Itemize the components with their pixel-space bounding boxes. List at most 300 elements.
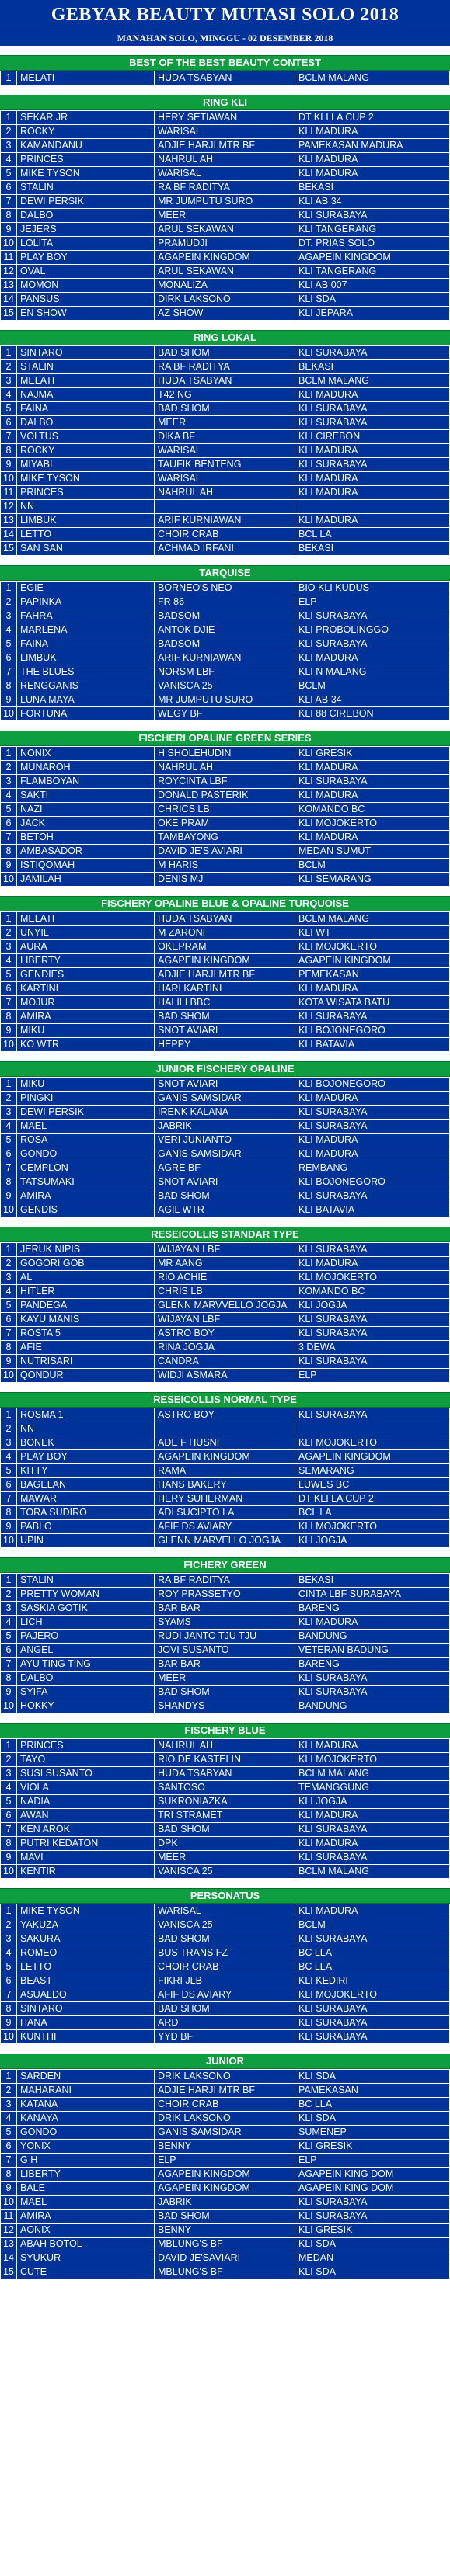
owner-cell: HALILI BBC: [155, 996, 295, 1010]
rank-cell: 7: [1, 1823, 17, 1837]
team-cell: KLI MADURA: [295, 1837, 450, 1851]
owner-cell: HERY SETIAWAN: [155, 111, 295, 125]
owner-cell: HUDA TSABYAN: [155, 912, 295, 926]
owner-cell: ELP: [155, 2154, 295, 2168]
table-row: [1, 1739, 450, 1753]
results-table: [0, 581, 450, 721]
category-heading: PERSONATUS: [0, 1888, 450, 1904]
rank-cell: 3: [1, 139, 17, 153]
team-cell: MEDAN: [295, 2251, 450, 2265]
table-row: [1, 1147, 450, 1161]
bird-name-cell: BETOH: [17, 831, 155, 845]
category-section: [0, 2044, 450, 2279]
bird-name-cell: LETTO: [17, 1960, 155, 1974]
rank-cell: 3: [1, 1767, 17, 1781]
bird-name-cell: HANA: [17, 2016, 155, 2030]
table-row: [1, 926, 450, 940]
team-cell: AGAPEIN KINGDOM: [295, 954, 450, 968]
team-cell: BCLM MALANG: [295, 1865, 450, 1879]
team-cell: KLI SURABAYA: [295, 1408, 450, 1422]
table-row: [1, 1534, 450, 1548]
team-cell: KOMANDO BC: [295, 803, 450, 817]
owner-cell: FR 86: [155, 595, 295, 609]
table-row: [1, 1809, 450, 1823]
table-row: [1, 402, 450, 416]
team-cell: KLI SURABAYA: [295, 2002, 450, 2016]
owner-cell: CHOIR CRAB: [155, 1960, 295, 1974]
team-cell: KLI GRESIK: [295, 747, 450, 761]
category-heading: RING KLI: [0, 95, 450, 110]
table-row: [1, 1038, 450, 1052]
rank-cell: 3: [1, 374, 17, 388]
bird-name-cell: PUTRI KEDATON: [17, 1837, 155, 1851]
team-cell: KLI MOJOKERTO: [295, 1436, 450, 1450]
bird-name-cell: LIBERTY: [17, 954, 155, 968]
rank-cell: 4: [1, 1285, 17, 1299]
table-row: [1, 1078, 450, 1092]
rank-cell: 5: [1, 167, 17, 181]
bird-name-cell: AYU TING TING: [17, 1658, 155, 1672]
table-row: [1, 1644, 450, 1658]
owner-cell: MR AANG: [155, 1257, 295, 1271]
bird-name-cell: LIMBUK: [17, 514, 155, 528]
owner-cell: YYD BF: [155, 2030, 295, 2044]
team-cell: KLI TANGERANG: [295, 223, 450, 237]
event-date-location: MANAHAN SOLO, MINGGU - 02 DESEMBER 2018: [0, 30, 450, 46]
rank-cell: 6: [1, 181, 17, 195]
table-row: [1, 1520, 450, 1534]
team-cell: KLI MOJOKERTO: [295, 1271, 450, 1285]
rank-cell: 5: [1, 2126, 17, 2140]
category-heading: JUNIOR: [0, 2054, 450, 2069]
bird-name-cell: SAN SAN: [17, 542, 155, 556]
bird-name-cell: GOGORI GOB: [17, 1257, 155, 1271]
table-row: [1, 1686, 450, 1699]
owner-cell: ARUL SEKAWAN: [155, 223, 295, 237]
team-cell: BCLM: [295, 859, 450, 873]
team-cell: BC LLA: [295, 2098, 450, 2112]
bird-name-cell: JACK: [17, 817, 155, 831]
table-row: [1, 1450, 450, 1464]
team-cell: KLI MADURA: [295, 982, 450, 996]
owner-cell: BENNY: [155, 2224, 295, 2238]
section-spacer: [0, 85, 450, 95]
team-cell: KLI KEDIRI: [295, 1974, 450, 1988]
bird-name-cell: BALE: [17, 2182, 155, 2196]
results-sections: [0, 46, 450, 2279]
table-row: [1, 1175, 450, 1189]
team-cell: KLI MADURA: [295, 167, 450, 181]
owner-cell: WARISAL: [155, 1904, 295, 1918]
owner-cell: ADJIE HARJI MTR BF: [155, 968, 295, 982]
rank-cell: 2: [1, 1588, 17, 1602]
team-cell: KLI SURABAYA: [295, 1686, 450, 1699]
table-row: [1, 2070, 450, 2084]
table-row: [1, 2126, 450, 2140]
bird-name-cell: MARLENA: [17, 623, 155, 637]
rank-cell: 8: [1, 1010, 17, 1024]
table-row: [1, 1767, 450, 1781]
rank-cell: 9: [1, 223, 17, 237]
rank-cell: 13: [1, 514, 17, 528]
bird-name-cell: SYIFA: [17, 1686, 155, 1699]
rank-cell: 15: [1, 307, 17, 321]
bird-name-cell: SARDEN: [17, 2070, 155, 2084]
owner-cell: RA BF RADITYA: [155, 360, 295, 374]
table-row: [1, 582, 450, 595]
section-spacer: [0, 2044, 450, 2054]
table-row: [1, 1865, 450, 1879]
rank-cell: 1: [1, 1739, 17, 1753]
owner-cell: BAD SHOM: [155, 1010, 295, 1024]
bird-name-cell: HOKKY: [17, 1699, 155, 1713]
owner-cell: VANISCA 25: [155, 679, 295, 693]
owner-cell: T42 NG: [155, 388, 295, 402]
rank-cell: 10: [1, 472, 17, 486]
bird-name-cell: GONDO: [17, 1147, 155, 1161]
rank-cell: 3: [1, 1436, 17, 1450]
bird-name-cell: AMBASADOR: [17, 845, 155, 859]
team-cell: ELP: [295, 1369, 450, 1383]
table-row: [1, 1602, 450, 1616]
table-row: [1, 2084, 450, 2098]
rank-cell: 1: [1, 912, 17, 926]
table-row: [1, 1271, 450, 1285]
owner-cell: ARIF KURNIAWAN: [155, 514, 295, 528]
team-cell: BCLM: [295, 1918, 450, 1932]
owner-cell: SUKRONIAZKA: [155, 1795, 295, 1809]
results-table: [0, 345, 450, 556]
owner-cell: ADJIE HARJI MTR BF: [155, 2084, 295, 2098]
owner-cell: RINA JOGJA: [155, 1341, 295, 1355]
team-cell: CINTA LBF SURABAYA: [295, 1588, 450, 1602]
owner-cell: DRIK LAKSONO: [155, 2070, 295, 2084]
team-cell: KLI SURABAYA: [295, 1120, 450, 1134]
table-row: [1, 388, 450, 402]
team-cell: KLI SURABAYA: [295, 2210, 450, 2224]
bird-name-cell: STALIN: [17, 360, 155, 374]
owner-cell: BAR BAR: [155, 1658, 295, 1672]
owner-cell: ROY PRASSETYO: [155, 1588, 295, 1602]
table-row: [1, 873, 450, 887]
rank-cell: 3: [1, 775, 17, 789]
bird-name-cell: TORA SUDIRO: [17, 1506, 155, 1520]
bird-name-cell: KATANA: [17, 2098, 155, 2112]
table-row: [1, 982, 450, 996]
section-spacer: [0, 1217, 450, 1227]
rank-cell: 6: [1, 1478, 17, 1492]
rank-cell: 9: [1, 2016, 17, 2030]
table-row: [1, 374, 450, 388]
owner-cell: NAHRUL AH: [155, 761, 295, 775]
team-cell: BC LLA: [295, 1946, 450, 1960]
team-cell: BIO KLI KUDUS: [295, 582, 450, 595]
table-row: [1, 1699, 450, 1713]
rank-cell: 3: [1, 609, 17, 623]
rank-cell: 10: [1, 237, 17, 251]
owner-cell: WARISAL: [155, 472, 295, 486]
team-cell: KLI MOJOKERTO: [295, 940, 450, 954]
team-cell: AGAPEIN KINGDOM: [295, 1450, 450, 1464]
category-section: [0, 721, 450, 887]
section-spacer: [0, 46, 450, 55]
category-section: [0, 321, 450, 556]
table-row: [1, 1795, 450, 1809]
table-row: [1, 444, 450, 458]
owner-cell: NORSM LBF: [155, 665, 295, 679]
rank-cell: 5: [1, 1795, 17, 1809]
team-cell: KLI SURABAYA: [295, 1851, 450, 1865]
table-row: [1, 1837, 450, 1851]
table-row: [1, 195, 450, 209]
rank-cell: 5: [1, 637, 17, 651]
table-row: [1, 1092, 450, 1106]
team-cell: KLI SURABAYA: [295, 1313, 450, 1327]
team-cell: KLI GRESIK: [295, 2140, 450, 2154]
rank-cell: 3: [1, 1106, 17, 1120]
bird-name-cell: ASUALDO: [17, 1988, 155, 2002]
owner-cell: AGIL WTR: [155, 1203, 295, 1217]
rank-cell: 8: [1, 1672, 17, 1686]
rank-cell: 1: [1, 111, 17, 125]
bird-name-cell: KITTY: [17, 1464, 155, 1478]
team-cell: KLI SDA: [295, 2112, 450, 2126]
team-cell: KLI SURABAYA: [295, 209, 450, 223]
bird-name-cell: NAJMA: [17, 388, 155, 402]
team-cell: KLI SURABAYA: [295, 1106, 450, 1120]
owner-cell: ANTOK DJIE: [155, 623, 295, 637]
table-row: [1, 1574, 450, 1588]
team-cell: KLI JOGJA: [295, 1534, 450, 1548]
owner-cell: JABRIK: [155, 2196, 295, 2210]
bird-name-cell: MIKE TYSON: [17, 472, 155, 486]
owner-cell: ARUL SEKAWAN: [155, 265, 295, 279]
rank-cell: 1: [1, 582, 17, 595]
owner-cell: FIKRI JLB: [155, 1974, 295, 1988]
owner-cell: HUDA TSABYAN: [155, 71, 295, 85]
bird-name-cell: ROSTA 5: [17, 1327, 155, 1341]
team-cell: KLI MADURA: [295, 1809, 450, 1823]
team-cell: BCLM MALANG: [295, 1767, 450, 1781]
results-table: [0, 1242, 450, 1383]
owner-cell: RUDI JANTO TJU TJU: [155, 1630, 295, 1644]
bird-name-cell: LOLITA: [17, 237, 155, 251]
owner-cell: DAVID JE'SAVIARI: [155, 2251, 295, 2265]
section-spacer: [0, 321, 450, 330]
team-cell: KLI PROBOLINGGO: [295, 623, 450, 637]
table-row: [1, 360, 450, 374]
rank-cell: 7: [1, 665, 17, 679]
bird-name-cell: FORTUNA: [17, 707, 155, 721]
rank-cell: 5: [1, 803, 17, 817]
bird-name-cell: QONDUR: [17, 1369, 155, 1383]
owner-cell: DAVID JE'S AVIARI: [155, 845, 295, 859]
rank-cell: 1: [1, 1408, 17, 1422]
table-row: [1, 458, 450, 472]
rank-cell: 10: [1, 707, 17, 721]
bird-name-cell: YONIX: [17, 2140, 155, 2154]
table-row: [1, 279, 450, 293]
bird-name-cell: BEAST: [17, 1974, 155, 1988]
team-cell: KLI JOGJA: [295, 1299, 450, 1313]
table-row: [1, 2140, 450, 2154]
rank-cell: 6: [1, 651, 17, 665]
rank-cell: 2: [1, 595, 17, 609]
rank-cell: 10: [1, 1534, 17, 1548]
rank-cell: 9: [1, 1189, 17, 1203]
team-cell: KLI MADURA: [295, 1739, 450, 1753]
owner-cell: JOVI SUSANTO: [155, 1644, 295, 1658]
table-row: [1, 500, 450, 514]
owner-cell: M HARIS: [155, 859, 295, 873]
category-heading: BEST OF THE BEST BEAUTY CONTEST: [0, 55, 450, 71]
bird-name-cell: VOLTUS: [17, 430, 155, 444]
rank-cell: 2: [1, 125, 17, 139]
table-row: [1, 693, 450, 707]
bird-name-cell: FLAMBOYAN: [17, 775, 155, 789]
table-row: [1, 1189, 450, 1203]
bird-name-cell: MAHARANI: [17, 2084, 155, 2098]
results-table: [0, 746, 450, 887]
bird-name-cell: HITLER: [17, 1285, 155, 1299]
table-row: [1, 1932, 450, 1946]
rank-cell: 6: [1, 982, 17, 996]
table-row: [1, 817, 450, 831]
category-section: [0, 46, 450, 85]
owner-cell: ASTRO BOY: [155, 1408, 295, 1422]
team-cell: KLI SURABAYA: [295, 1243, 450, 1257]
bird-name-cell: FAHRA: [17, 609, 155, 623]
table-row: [1, 346, 450, 360]
owner-cell: WIJAYAN LBF: [155, 1313, 295, 1327]
owner-cell: DPK: [155, 1837, 295, 1851]
rank-cell: 2: [1, 360, 17, 374]
rank-cell: 7: [1, 831, 17, 845]
table-row: [1, 251, 450, 265]
team-cell: KLI WT: [295, 926, 450, 940]
bird-name-cell: MIYABI: [17, 458, 155, 472]
owner-cell: AFIF DS AVIARY: [155, 1520, 295, 1534]
table-row: [1, 2224, 450, 2238]
owner-cell: AGAPEIN KINGDOM: [155, 2182, 295, 2196]
owner-cell: OKEPRAM: [155, 940, 295, 954]
rank-cell: 10: [1, 2196, 17, 2210]
owner-cell: DIRK LAKSONO: [155, 293, 295, 307]
rank-cell: 14: [1, 528, 17, 542]
owner-cell: CANDRA: [155, 1355, 295, 1369]
bird-name-cell: PLAY BOY: [17, 251, 155, 265]
rank-cell: 4: [1, 153, 17, 167]
rank-cell: 1: [1, 1904, 17, 1918]
table-row: [1, 2002, 450, 2016]
section-spacer: [0, 1383, 450, 1392]
rank-cell: 6: [1, 817, 17, 831]
section-spacer: [0, 1548, 450, 1557]
rank-cell: 5: [1, 1464, 17, 1478]
section-spacer: [0, 1713, 450, 1723]
owner-cell: RA BF RADITYA: [155, 1574, 295, 1588]
owner-cell: WARISAL: [155, 444, 295, 458]
rank-cell: 4: [1, 1616, 17, 1630]
team-cell: KLI GRESIK: [295, 2224, 450, 2238]
team-cell: KLI SURABAYA: [295, 1355, 450, 1369]
table-row: [1, 2016, 450, 2030]
table-row: [1, 1974, 450, 1988]
bird-name-cell: PINGKI: [17, 1092, 155, 1106]
rank-cell: 10: [1, 1699, 17, 1713]
rank-cell: 1: [1, 71, 17, 85]
table-row: [1, 167, 450, 181]
rank-cell: 9: [1, 1686, 17, 1699]
results-table: [0, 110, 450, 321]
bird-name-cell: ROSA: [17, 1134, 155, 1147]
owner-cell: ROYCINTA LBF: [155, 775, 295, 789]
owner-cell: HUDA TSABYAN: [155, 374, 295, 388]
bird-name-cell: AL: [17, 1271, 155, 1285]
team-cell: SUMENEP: [295, 2126, 450, 2140]
rank-cell: 10: [1, 1865, 17, 1879]
owner-cell: BAD SHOM: [155, 346, 295, 360]
table-row: [1, 2112, 450, 2126]
rank-cell: 8: [1, 1837, 17, 1851]
bird-name-cell: KEN AROK: [17, 1823, 155, 1837]
team-cell: BEKASI: [295, 1574, 450, 1588]
team-cell: KLI BOJONEGORO: [295, 1078, 450, 1092]
category-heading: JUNIOR FISCHERY OPALINE: [0, 1061, 450, 1077]
rank-cell: 7: [1, 1161, 17, 1175]
rank-cell: 2: [1, 1092, 17, 1106]
owner-cell: DENIS MJ: [155, 873, 295, 887]
bird-name-cell: UNYIL: [17, 926, 155, 940]
owner-cell: BADSOM: [155, 609, 295, 623]
table-row: [1, 1492, 450, 1506]
table-row: [1, 1299, 450, 1313]
rank-cell: 5: [1, 1630, 17, 1644]
rank-cell: 7: [1, 996, 17, 1010]
owner-cell: GLENN MARVELLO JOGJA: [155, 1534, 295, 1548]
team-cell: KLI AB 007: [295, 279, 450, 293]
owner-cell: MR JUMPUTU SURO: [155, 693, 295, 707]
bird-name-cell: ROMEO: [17, 1946, 155, 1960]
owner-cell: TAUFIK BENTENG: [155, 458, 295, 472]
results-table: [0, 1408, 450, 1548]
owner-cell: MBLUNG'S BF: [155, 2265, 295, 2279]
table-row: [1, 954, 450, 968]
team-cell: KLI MADURA: [295, 1092, 450, 1106]
team-cell: KLI SURABAYA: [295, 1327, 450, 1341]
category-heading: TARQUISE: [0, 565, 450, 581]
table-row: [1, 1823, 450, 1837]
rank-cell: 6: [1, 1809, 17, 1823]
team-cell: BCLM MALANG: [295, 912, 450, 926]
owner-cell: CHOIR CRAB: [155, 528, 295, 542]
team-cell: KLI BOJONEGORO: [295, 1024, 450, 1038]
bird-name-cell: FAINA: [17, 637, 155, 651]
rank-cell: 10: [1, 1369, 17, 1383]
rank-cell: 15: [1, 542, 17, 556]
owner-cell: BAD SHOM: [155, 1932, 295, 1946]
bird-name-cell: GONDO: [17, 2126, 155, 2140]
table-row: [1, 1203, 450, 1217]
bird-name-cell: PRINCES: [17, 153, 155, 167]
rank-cell: 4: [1, 1120, 17, 1134]
owner-cell: AZ SHOW: [155, 307, 295, 321]
table-row: [1, 1024, 450, 1038]
bird-name-cell: STALIN: [17, 181, 155, 195]
rank-cell: 10: [1, 2030, 17, 2044]
section-spacer: [0, 1879, 450, 1888]
owner-cell: ADE F HUSNI: [155, 1436, 295, 1450]
